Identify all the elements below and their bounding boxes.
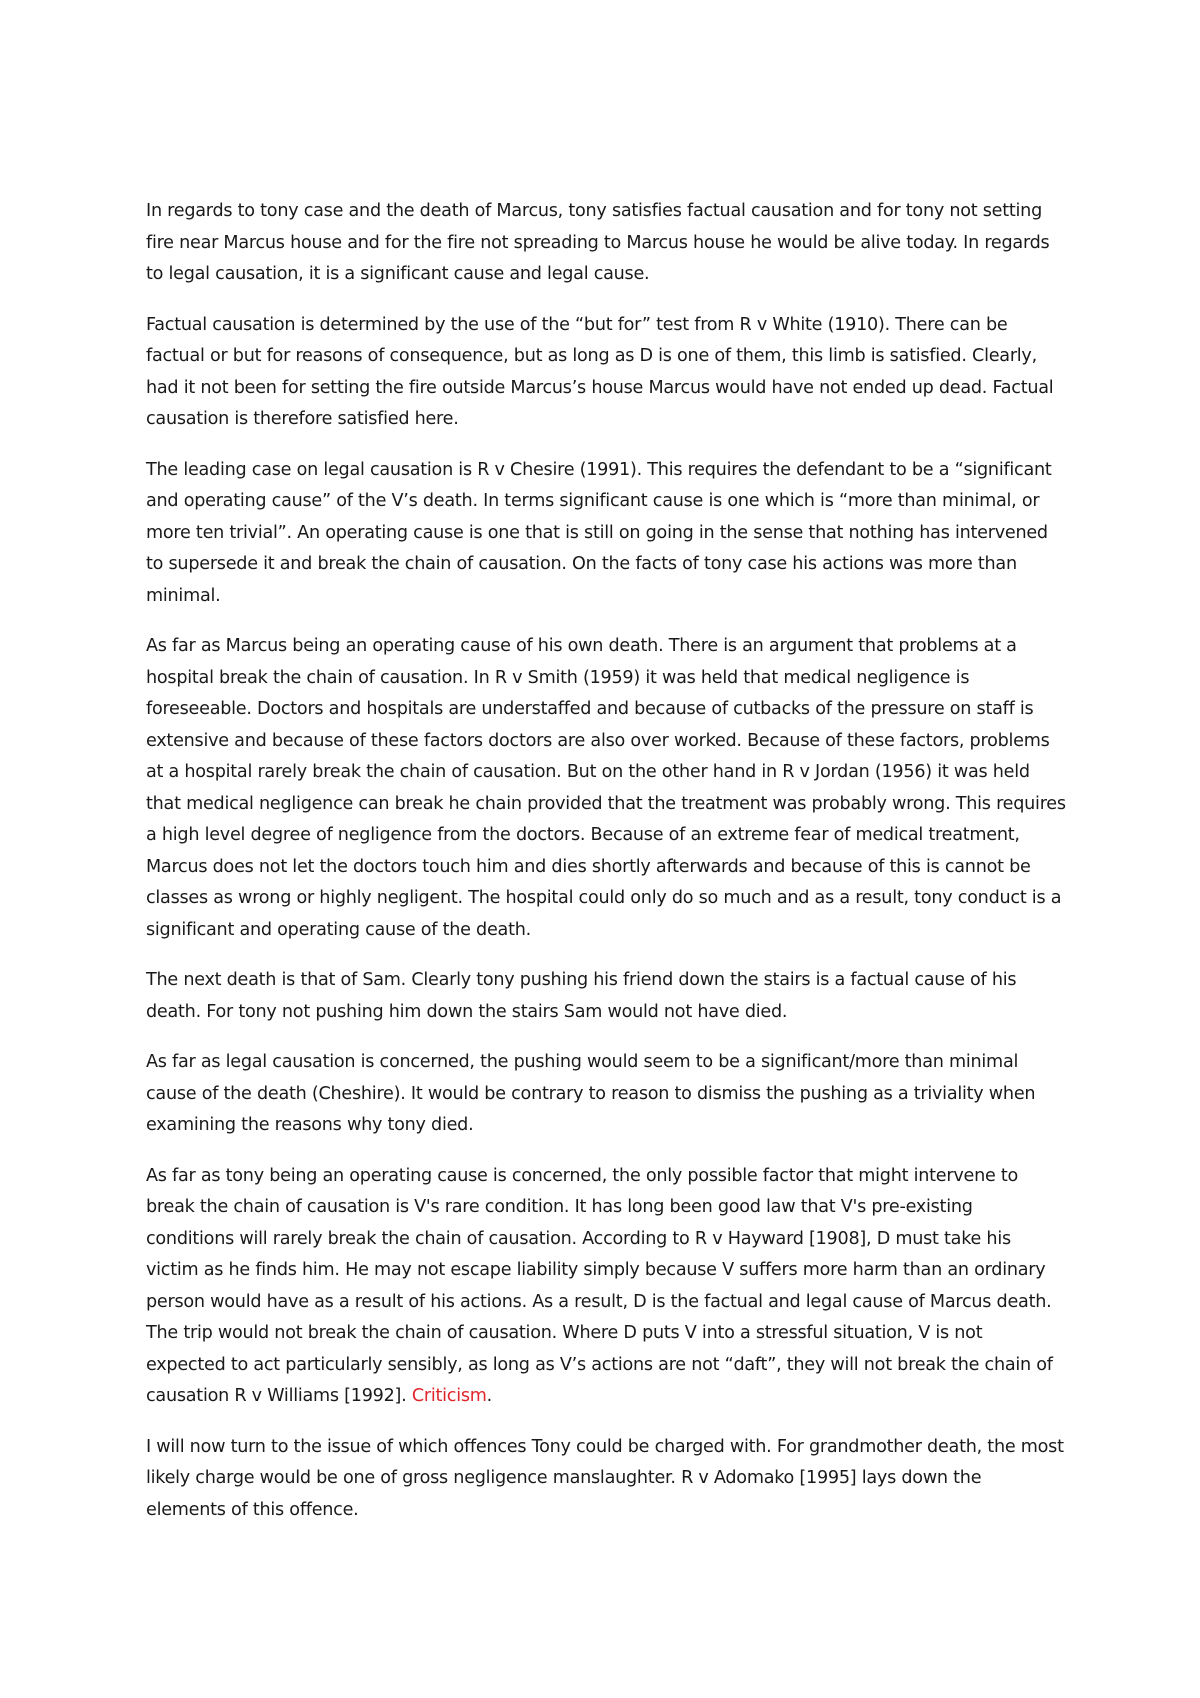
paragraph-factual-causation: Factual causation is determined by the use of the “but for” test from R v White (1910). There can be factual or but for reasons of consequence, but as long as D is one of them, this limb is satisfied. Clearly, had it not been for setting the fire outside Marcus’s house Marcus would have not ended up dead. Factual causation is therefore satisfied here. — [146, 314, 1054, 429]
document-body — [146, 196, 1066, 1545]
criticism-comment: Criticism — [411, 1386, 487, 1406]
criticism-period: . — [486, 1386, 493, 1406]
paragraph-legal-causation: The leading case on legal causation is R v Chesire (1991). This requires the defendant to be a “significant and operating cause” of the V’s death. In terms significant cause is one which is “more than minimal, or more ten trivial”. An operating cause is one that is still on going in the sense that nothing has intervened to supersede it and break the chain of causation. On the facts of tony case his actions was more than minimal. — [146, 459, 1052, 606]
paragraph-operating-cause: As far as Marcus being an operating cause of his own death. There is an argument that problems at a hospital break the chain of causation. In R v Smith (1959) it was held that medical negligence is foreseeable. Doctors and hospitals are understaffed and because of cutbacks of the pressure on staff is extensive and because of these factors doctors are also over worked. Because of these factors, problems at a hospital rarely break the chain of causation. But on the other hand in R v Jordan (1956) it was held that medical negligence can break he chain provided that the treatment was probably wrong. This requires a high level degree of negligence from the doctors. Because of an extreme fear of medical treatment, Marcus does not let the doctors touch him and dies shortly afterwards and because of this is cannot be classes as wrong or highly negligent. The hospital could only do so much and as a result, tony conduct is a significant and operating cause of the death. — [146, 636, 1066, 940]
paragraph-rare-condition — [146, 1161, 1066, 1413]
paragraph-intro: In regards to tony case and the death of Marcus, tony satisfies factual causation and for tony not setting fire near Marcus house and for the fire not spreading to Marcus house he would be alive today. In regards to legal causation, it is a significant cause and legal cause. — [146, 201, 1050, 284]
paragraph-rare-condition-text: As far as tony being an operating cause is concerned, the only possible factor that might intervene to break the chain of causation is V's rare condition. It has long been good law that V's pre-existing conditions will rarely break the chain of causation. According to R v Hayward [1908], D must take his victim as he finds him. He may not escape liability simply because V suffers more harm than an ordinary person would have as a result of his actions. As a result, D is the factual and legal cause of Marcus death. The trip would not break the chain of causation. Where D puts V into a stressful situation, V is not expected to act particularly sensibly, as long as V’s actions are not “daft”, they will not break the chain of causation R v Williams [1992]. — [146, 1165, 1053, 1406]
paragraph-offences: I will now turn to the issue of which offences Tony could be charged with. For grandmother death, the most likely charge would be one of gross negligence manslaughter. R v Adomako [1995] lays down the elements of this offence. — [146, 1436, 1064, 1520]
paragraph-sam-death: The next death is that of Sam. Clearly tony pushing his friend down the stairs is a factual cause of his death. For tony not pushing him down the stairs Sam would not have died. — [146, 970, 1017, 1022]
paragraph-legal-causation-sam: As far as legal causation is concerned, the pushing would seem to be a significant/more than minimal cause of the death (Cheshire). It would be contrary to reason to dismiss the pushing as a triviality when examining the reasons why tony died. — [146, 1052, 1036, 1135]
